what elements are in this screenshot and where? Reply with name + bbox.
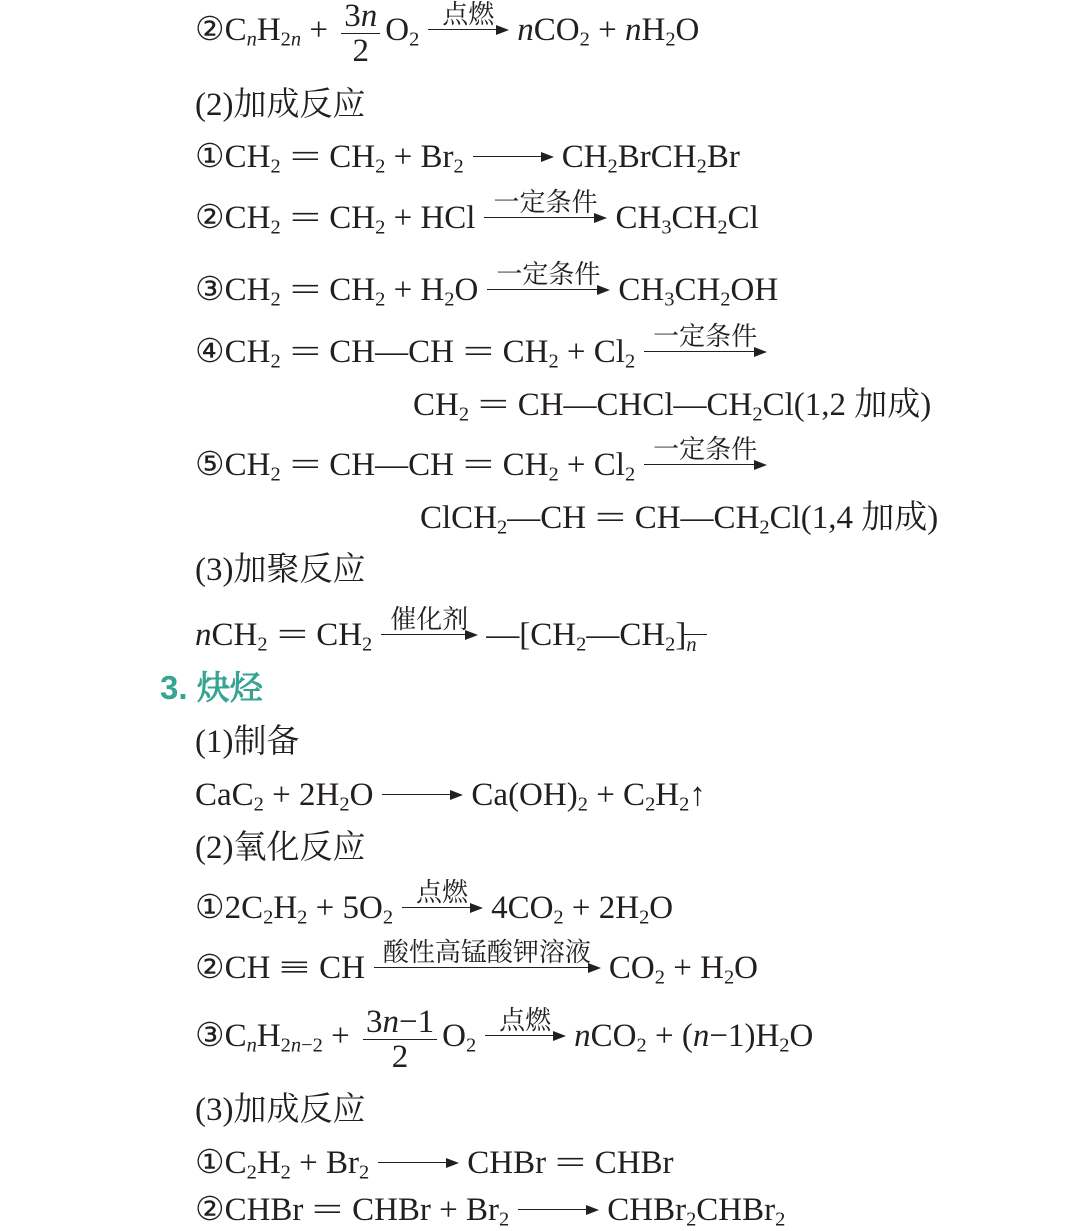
subscript: 2 (297, 906, 308, 929)
formula-text: 3 (344, 0, 361, 34)
reaction-arrow (643, 322, 767, 372)
bond-symbol: = (555, 1145, 586, 1181)
formula-text: CO (533, 12, 580, 48)
reaction-arrow (373, 938, 601, 988)
formula-text: + (301, 12, 337, 48)
subscript: 2 (665, 28, 676, 51)
reaction-condition: 催化剂 (390, 605, 469, 634)
reaction-condition: 一定条件 (653, 435, 758, 464)
subscript: 2 (270, 463, 281, 486)
formula-text: (3)加成反应 (195, 1092, 366, 1128)
subscript: 2 (270, 216, 281, 239)
formula-text: ⑤CH (195, 447, 271, 483)
fraction (341, 0, 380, 69)
italic-variable: n (382, 1004, 399, 1040)
arrowhead-icon (553, 1031, 566, 1041)
subscript: 2 (723, 966, 735, 989)
arrow-shaft (378, 1162, 455, 1163)
subscript: 2 (686, 1208, 697, 1231)
italic-subscript: n (686, 633, 697, 656)
formula-text: ④CH (195, 334, 271, 370)
numerator (341, 0, 380, 34)
formula-text: CaC (195, 777, 254, 813)
formula-text: CH (319, 950, 365, 986)
italic-variable: n (624, 12, 642, 48)
formula-text: H (256, 12, 281, 48)
italic-variable: n (517, 12, 534, 48)
equation-line (195, 0, 700, 69)
reaction-condition: 点燃 (442, 0, 495, 29)
equation-line (195, 938, 758, 989)
subsection-title (195, 828, 365, 868)
reaction-arrow (486, 260, 610, 310)
formula-text: 3 (365, 1004, 383, 1040)
formula-text: + (322, 1018, 358, 1054)
formula-text: + 5O (307, 890, 383, 926)
arrow-shaft (382, 794, 459, 795)
reaction-arrow (377, 1143, 459, 1183)
formula-text: 2 (391, 1039, 409, 1075)
subscript: 2 (257, 633, 268, 656)
arrow-shaft (381, 634, 474, 635)
formula-text: (2)氧化反应 (195, 830, 366, 866)
subscript: 2 (280, 1161, 291, 1184)
formula-text: CH (561, 139, 608, 175)
bond-symbol: = (289, 200, 321, 236)
subscript: 2 (270, 350, 281, 373)
reaction-arrow (427, 0, 509, 50)
arrowhead-icon (446, 1158, 459, 1168)
formula-text: —[CH (486, 617, 577, 653)
subscript: 2 (375, 155, 386, 178)
subscript: 2 (775, 1208, 786, 1231)
subscript: 2 (548, 463, 559, 486)
italic-variable: n (360, 0, 378, 34)
bond-symbol: = (478, 387, 509, 423)
equation-line (195, 188, 759, 239)
arrow-shaft (487, 289, 606, 290)
formula-text: CH (413, 387, 459, 423)
equation-line (195, 137, 740, 177)
formula-text: ②CH (195, 950, 271, 986)
reaction-condition: 一定条件 (493, 188, 598, 217)
formula-text: (2)加成反应 (195, 87, 366, 123)
formula-text: CH (329, 272, 376, 308)
formula-text: O (454, 272, 479, 308)
subscript: 2 (270, 155, 281, 178)
subscript: 2 (645, 793, 656, 816)
subscript: 2 (679, 793, 690, 816)
formula-text: O (442, 1018, 466, 1054)
bond-symbol: = (595, 500, 626, 536)
equation-line (195, 775, 706, 815)
formula-text: ] (675, 617, 687, 653)
reaction-condition: 酸性高锰酸钾溶液 (382, 938, 591, 967)
subscript: 2 (375, 288, 386, 311)
reaction-arrow (643, 435, 767, 485)
arrow-shaft (374, 967, 597, 968)
formula-text: H (641, 12, 666, 48)
arrowhead-icon (586, 1205, 599, 1215)
equation-line (195, 435, 775, 486)
formula-text: H (273, 890, 298, 926)
subsection-title (195, 85, 365, 125)
formula-text: CHBr (696, 1192, 776, 1228)
bond-symbol: = (289, 334, 321, 370)
subscript: 2 (382, 906, 394, 929)
formula-text: + Br (290, 1145, 360, 1181)
formula-text: H (256, 1018, 281, 1054)
subscript: 2 (752, 403, 763, 426)
formula-text: ③C (195, 1018, 247, 1054)
subscript: 2 (553, 906, 564, 929)
formula-text: −1)H (709, 1018, 780, 1054)
subscript: 2 (280, 1034, 291, 1057)
formula-text: ①2C (195, 890, 264, 926)
reaction-arrow (381, 775, 463, 815)
formula-text: CH (615, 200, 662, 236)
subscript: 3 (664, 288, 675, 311)
italic-subscript: n (290, 28, 302, 51)
equation-line (195, 878, 674, 929)
italic-variable: n (195, 617, 212, 653)
fraction (363, 1004, 437, 1075)
bond-symbol: = (312, 1192, 344, 1228)
formula-text: ①C (195, 1145, 247, 1181)
subscript: 2 (497, 516, 508, 539)
formula-text: ②CHBr (195, 1192, 304, 1228)
subscript: 2 (339, 793, 350, 816)
equation-line (195, 1190, 785, 1230)
formula-text: Cl(1,2 加成) (762, 387, 932, 423)
arrow-shaft (518, 1209, 595, 1210)
italic-subscript: n (246, 1034, 257, 1057)
formula-text: Cl(1,4 加成) (769, 500, 939, 536)
formula-text: + HCl (385, 200, 476, 236)
reaction-condition: 一定条件 (653, 322, 758, 351)
reaction-arrow (517, 1190, 599, 1230)
denominator (349, 33, 372, 69)
formula-text: CH (671, 200, 718, 236)
formula-text: CHBr (594, 1145, 674, 1181)
subscript: 2 (696, 155, 707, 178)
equation-line (195, 605, 697, 656)
subscript: 2 (779, 1034, 790, 1057)
arrowhead-icon (450, 790, 463, 800)
formula-text: Ca(OH) (471, 777, 578, 813)
formula-text: O (385, 12, 410, 48)
subscript: 2 (624, 350, 636, 373)
formula-text: Cl (727, 200, 759, 236)
formula-text: 4CO (491, 890, 554, 926)
subscript: 2 (665, 633, 676, 656)
formula-text: (1)制备 (195, 724, 300, 760)
arrow-shaft (428, 29, 505, 30)
subscript: 2 (499, 1208, 510, 1231)
equation-product-line (413, 385, 931, 425)
formula-text: CH (502, 334, 549, 370)
subscript: 2 (720, 288, 731, 311)
italic-subscript: n (290, 1034, 302, 1057)
formula-text: CH (316, 617, 363, 653)
subscript: 2 (444, 288, 455, 311)
denominator (389, 1039, 412, 1075)
bond-symbol: = (276, 617, 308, 653)
subscript: 2 (359, 1161, 370, 1184)
formula-text: ③CH (195, 272, 271, 308)
subscript: 2 (458, 403, 470, 426)
arrowhead-icon (541, 152, 554, 162)
subscript: 2 (409, 28, 420, 51)
formula-text: OH (730, 272, 779, 308)
reaction-arrow (380, 605, 478, 655)
subscript: 2 (654, 966, 665, 989)
equation-product-line (420, 498, 938, 538)
formula-text: ②C (195, 12, 247, 48)
subsection-title (195, 550, 365, 590)
reaction-arrow (401, 878, 483, 928)
formula-text: CH (211, 617, 258, 653)
bond-symbol: = (289, 447, 321, 483)
reaction-condition: 点燃 (416, 878, 469, 907)
arrow-shaft (644, 351, 763, 352)
equation-line (195, 322, 775, 373)
formula-text: + ( (646, 1018, 693, 1054)
arrowhead-icon (470, 903, 483, 913)
formula-text: CH (502, 447, 549, 483)
bond-symbol: ≡ (279, 950, 311, 986)
equation-line (195, 1143, 674, 1183)
arrow-shaft (402, 907, 479, 908)
subscript: 2 (607, 155, 618, 178)
arrow-shaft (644, 464, 763, 465)
subscript: 2 (579, 28, 590, 51)
formula-text: ②CH (195, 200, 271, 236)
bond-symbol: = (462, 447, 494, 483)
formula-text: + (589, 12, 625, 48)
subscript: 2 (624, 463, 636, 486)
formula-text: ①CH (195, 139, 271, 175)
subscript: 2 (375, 216, 386, 239)
subscript: 2 (577, 793, 588, 816)
formula-text: + H (664, 950, 724, 986)
italic-subscript: n (246, 28, 257, 51)
subsection-title (195, 1090, 365, 1130)
subscript: 2 (263, 906, 274, 929)
section-heading-text: 3. 炔烃 (160, 669, 263, 706)
formula-text: CHBr (467, 1145, 547, 1181)
formula-text: −1 (398, 1004, 435, 1040)
reaction-condition: 点燃 (499, 1006, 552, 1035)
formula-text: H (256, 1145, 281, 1181)
formula-text: + H (385, 272, 445, 308)
formula-text: BrCH (617, 139, 697, 175)
subscript: 2 (253, 793, 264, 816)
formula-text: CHBr (607, 1192, 687, 1228)
formula-text: CH—CHCl—CH (517, 387, 753, 423)
formula-text: CO (608, 950, 655, 986)
subscript: 2 (453, 155, 464, 178)
formula-text: —CH (586, 617, 666, 653)
subscript: 2 (548, 350, 559, 373)
equation-line (195, 1004, 814, 1075)
formula-text: CH—CH (329, 447, 454, 483)
subscript: 2 (717, 216, 728, 239)
formula-text: CH (674, 272, 721, 308)
formula-text: + Cl (558, 447, 625, 483)
subscript: 2 (759, 516, 770, 539)
subscript: 2 (576, 633, 587, 656)
subscript: 2 (246, 1161, 257, 1184)
formula-text: —CH (507, 500, 587, 536)
formula-text: O (675, 12, 700, 48)
formula-text: (3)加聚反应 (195, 552, 366, 588)
bond-symbol: = (462, 334, 494, 370)
equation-line (195, 260, 779, 311)
bond-symbol: = (289, 272, 321, 308)
reaction-condition: 一定条件 (496, 260, 601, 289)
subscript: 2 (280, 28, 291, 51)
formula-text: O (649, 890, 674, 926)
formula-text: 2 (352, 33, 369, 69)
formula-text: + Br (385, 139, 454, 175)
italic-variable: n (574, 1018, 591, 1054)
formula-text: CH (329, 139, 376, 175)
reaction-arrow (484, 1006, 566, 1056)
formula-text: O (734, 950, 758, 986)
subscript: 2 (465, 1034, 477, 1057)
formula-text: H (655, 777, 680, 813)
subscript: 2 (639, 906, 650, 929)
reaction-arrow (483, 188, 607, 238)
formula-text: + Cl (558, 334, 625, 370)
subscript: 2 (636, 1034, 647, 1057)
formula-text: O (789, 1018, 814, 1054)
subscript: −2 (301, 1034, 323, 1057)
formula-text: + 2H (563, 890, 640, 926)
formula-text: CH—CH (634, 500, 760, 536)
arrowhead-icon (496, 25, 509, 35)
formula-text: + 2H (263, 777, 340, 813)
formula-text: CH—CH (329, 334, 454, 370)
formula-text: CH (618, 272, 665, 308)
formula-text: ClCH (420, 500, 498, 536)
section-heading (160, 668, 263, 708)
numerator (363, 1004, 437, 1040)
formula-text: CH (329, 200, 376, 236)
arrow-shaft (473, 156, 550, 157)
formula-text: CHBr + Br (352, 1192, 500, 1228)
formula-text: O (349, 777, 374, 813)
arrow-shaft (485, 1035, 562, 1036)
arrow-shaft (484, 217, 603, 218)
reaction-arrow (472, 137, 554, 177)
subscript: 2 (362, 633, 373, 656)
formula-text: Br (706, 139, 740, 175)
bond-symbol: = (289, 139, 321, 175)
formula-text: + C (587, 777, 646, 813)
subscript: 3 (661, 216, 672, 239)
formula-text: ↑ (689, 777, 706, 813)
italic-variable: n (692, 1018, 710, 1054)
formula-text: CO (590, 1018, 637, 1054)
subscript: 2 (270, 288, 281, 311)
subsection-title (195, 722, 299, 762)
